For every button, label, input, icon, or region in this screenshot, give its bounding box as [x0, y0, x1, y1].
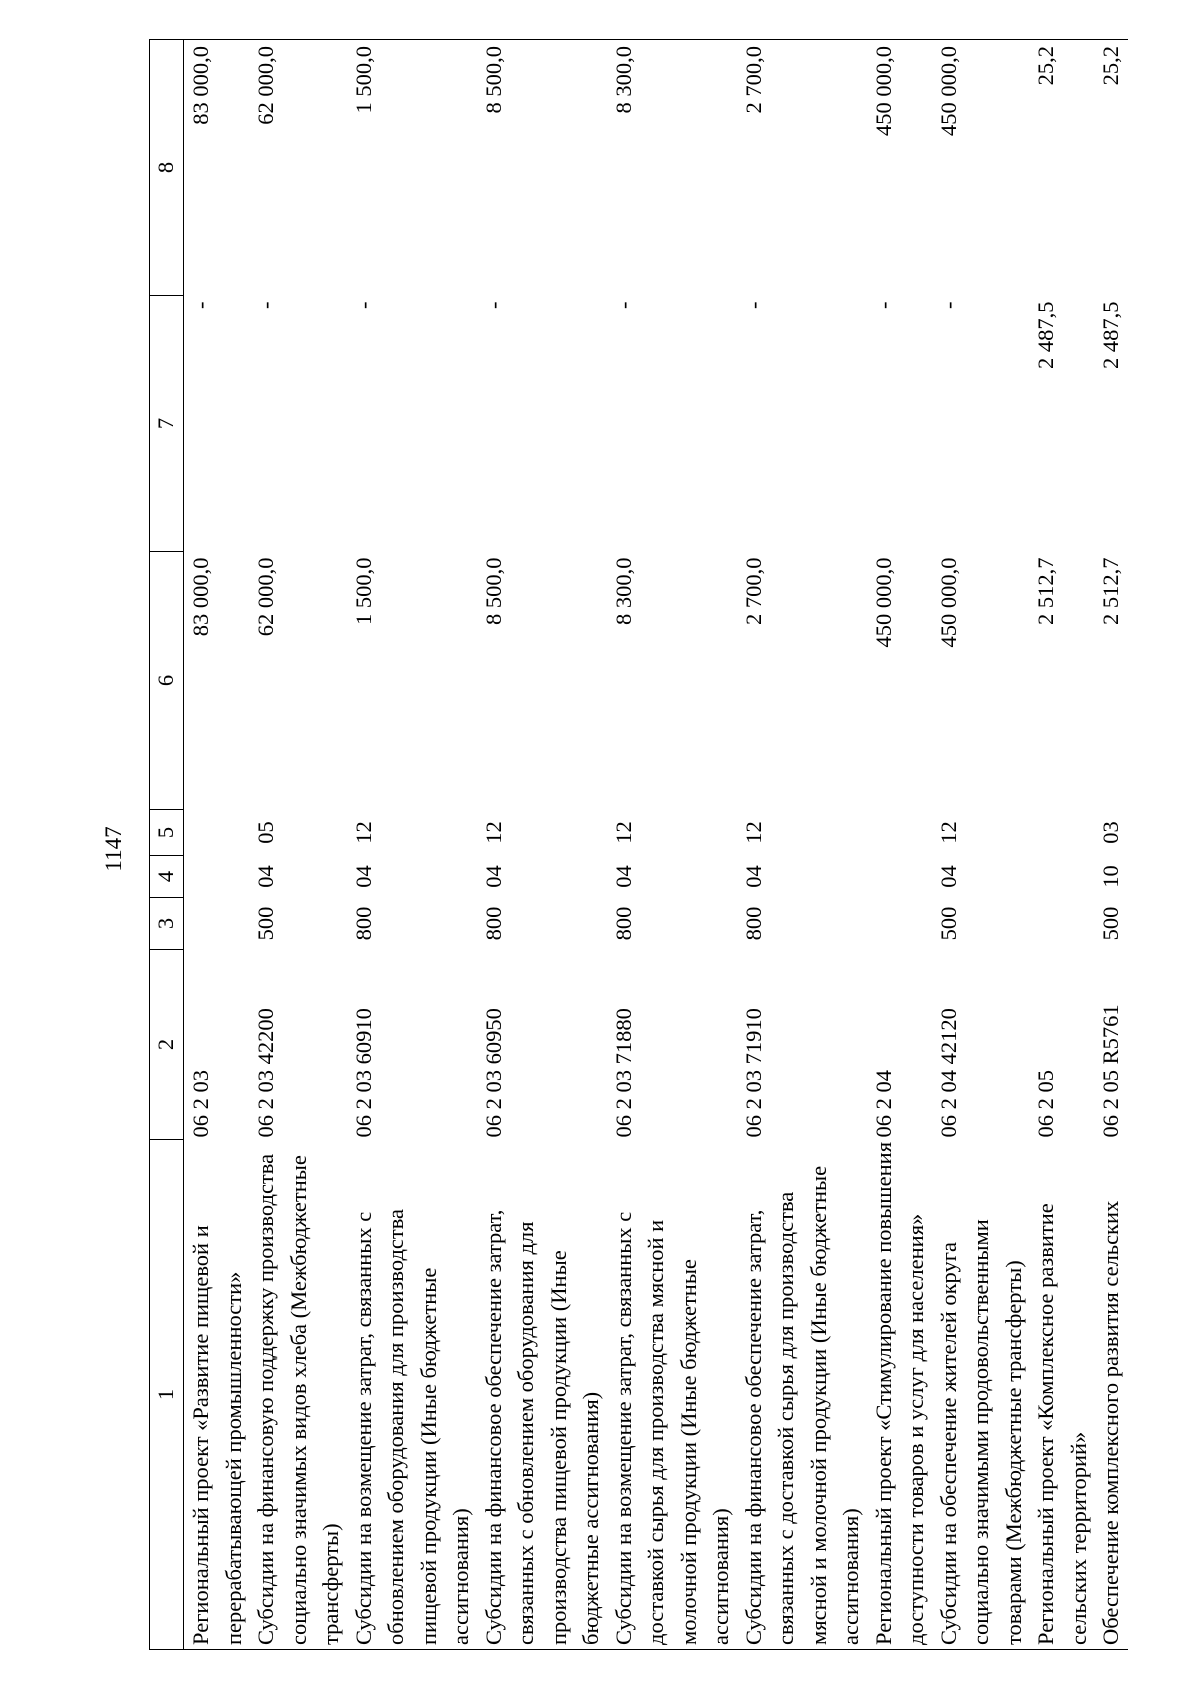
row-col7: -	[610, 301, 636, 309]
budget-table-rotated	[149, 40, 1123, 1650]
table-row	[478, 40, 608, 1650]
row-col4: 04	[480, 865, 506, 888]
column-header-6: 6	[150, 552, 184, 810]
row-col7: -	[480, 301, 506, 309]
row-col6: 62 000,0	[253, 557, 278, 637]
row-code: 06 2 03 42200	[253, 1008, 278, 1138]
row-name: Субсидии на финансовое обеспечение затрат, связанных с доставкой сырья для производства мясной и молочной продукции (Иные бюджетные ассигнования)	[738, 1140, 868, 1650]
row-col4: 04	[935, 865, 961, 888]
row-col3: 800	[740, 906, 766, 941]
column-header-row	[150, 40, 184, 1650]
row-name: Субсидии на финансовое обеспечение затрат, связанных с обновлением оборудования для производства пищевой продукции (Иные бюджетные ассигнования)	[478, 1140, 608, 1650]
row-col8: 62 000,0	[250, 40, 348, 296]
row-code: 06 2 04	[870, 1070, 896, 1138]
row-col3: 800	[350, 906, 376, 941]
page-number: 1147	[101, 826, 126, 872]
row-col7: -	[188, 301, 213, 309]
row-col3: 500	[253, 906, 278, 941]
row-col3	[184, 898, 251, 950]
row-col5: 12	[480, 821, 506, 844]
row-col7: -	[935, 301, 961, 309]
row-code: 06 2 03 60950	[480, 1008, 506, 1138]
column-header-5: 5	[150, 810, 184, 856]
row-col4: 04	[253, 865, 278, 888]
table-row	[250, 40, 348, 1650]
row-col4: 04	[740, 865, 766, 888]
row-col6: 450 000,0	[935, 557, 961, 648]
row-col7: 2 487,5	[1033, 301, 1058, 369]
row-col8: 1 500,0	[348, 40, 478, 296]
row-col5: 05	[253, 821, 278, 844]
row-name: Субсидии на обеспечение жителей округа социально значимыми продовольственными товарами (Межбюджетные трансферты)	[933, 1140, 1031, 1650]
row-col5	[184, 810, 251, 856]
row-col3	[868, 898, 933, 950]
row-name: Субсидии на возмещение затрат, связанных с доставкой сырья для производства мясной и молочной продукции (Иные бюджетные ассигнования)	[608, 1140, 738, 1650]
row-col3	[1030, 898, 1095, 950]
row-code: 06 2 03	[188, 1070, 213, 1138]
row-col8: 25,2	[1095, 40, 1128, 296]
row-col4	[1030, 856, 1095, 898]
row-col8: 83 000,0	[184, 40, 251, 296]
row-name: Региональный проект «Стимулирование повышения доступности товаров и услуг для населения»	[868, 1140, 933, 1650]
row-col6: 450 000,0	[870, 557, 896, 648]
table-row	[184, 40, 251, 1650]
row-col6: 83 000,0	[188, 557, 213, 637]
row-name: Субсидии на финансовую поддержку производства социально значимых видов хлеба (Межбюджетные трансферты)	[250, 1140, 348, 1650]
row-col4: 04	[610, 865, 636, 888]
row-col6: 1 500,0	[350, 557, 376, 625]
column-header-2: 2	[150, 950, 184, 1140]
row-col7: -	[870, 301, 896, 309]
row-col6: 2 512,7	[1098, 557, 1123, 625]
row-col4: 10	[1098, 865, 1123, 888]
row-col4: 04	[350, 865, 376, 888]
row-col6: 8 300,0	[610, 557, 636, 625]
row-code: 06 2 03 71910	[740, 1008, 766, 1138]
row-col4	[868, 856, 933, 898]
row-name: Обеспечение комплексного развития сельских	[1095, 1140, 1128, 1650]
row-name: Региональный проект «Развитие пищевой и перерабатывающей промышленности»	[184, 1140, 251, 1650]
table-row	[933, 40, 1031, 1650]
row-name: Региональный проект «Комплексное развитие сельских территорий»	[1030, 1140, 1095, 1650]
row-name: Субсидии на возмещение затрат, связанных с обновлением оборудования для производства пищевой продукции (Иные бюджетные ассигнования)	[348, 1140, 478, 1650]
budget-table	[149, 39, 1128, 1650]
row-col5	[1030, 810, 1095, 856]
row-col6: 2 512,7	[1033, 557, 1058, 625]
row-col8: 450 000,0	[933, 40, 1031, 296]
column-header-7: 7	[150, 296, 184, 552]
row-col3: 500	[1098, 906, 1123, 941]
row-col3: 500	[935, 906, 961, 941]
row-col8: 8 500,0	[478, 40, 608, 296]
table-row	[608, 40, 738, 1650]
table-row	[1095, 40, 1128, 1650]
row-col7: -	[350, 301, 376, 309]
table-row	[738, 40, 868, 1650]
row-col3: 800	[480, 906, 506, 941]
column-header-3: 3	[150, 898, 184, 950]
table-row	[348, 40, 478, 1650]
column-header-8: 8	[150, 40, 184, 296]
row-col5: 12	[610, 821, 636, 844]
row-col8: 8 300,0	[608, 40, 738, 296]
row-code: 06 2 05 R5761	[1098, 1004, 1123, 1138]
row-col5: 12	[350, 821, 376, 844]
column-header-4: 4	[150, 856, 184, 898]
row-col8: 25,2	[1030, 40, 1095, 296]
row-col5: 12	[935, 821, 961, 844]
row-code: 06 2 03 60910	[350, 1008, 376, 1138]
row-col8: 450 000,0	[868, 40, 933, 296]
row-col6: 2 700,0	[740, 557, 766, 625]
row-col8: 2 700,0	[738, 40, 868, 296]
row-col6: 8 500,0	[480, 557, 506, 625]
row-col3: 800	[610, 906, 636, 941]
row-col5: 12	[740, 821, 766, 844]
row-code: 06 2 05	[1033, 1070, 1058, 1138]
row-col5: 03	[1098, 821, 1123, 844]
table-row	[1030, 40, 1095, 1650]
table-row	[868, 40, 933, 1650]
column-header-1: 1	[150, 1140, 184, 1650]
row-col4	[184, 856, 251, 898]
row-col7: 2 487,5	[1098, 301, 1123, 369]
row-code: 06 2 04 42120	[935, 1008, 961, 1138]
row-col7: -	[740, 301, 766, 309]
row-code: 06 2 03 71880	[610, 1008, 636, 1138]
row-col7: -	[253, 301, 278, 309]
row-col5	[868, 810, 933, 856]
